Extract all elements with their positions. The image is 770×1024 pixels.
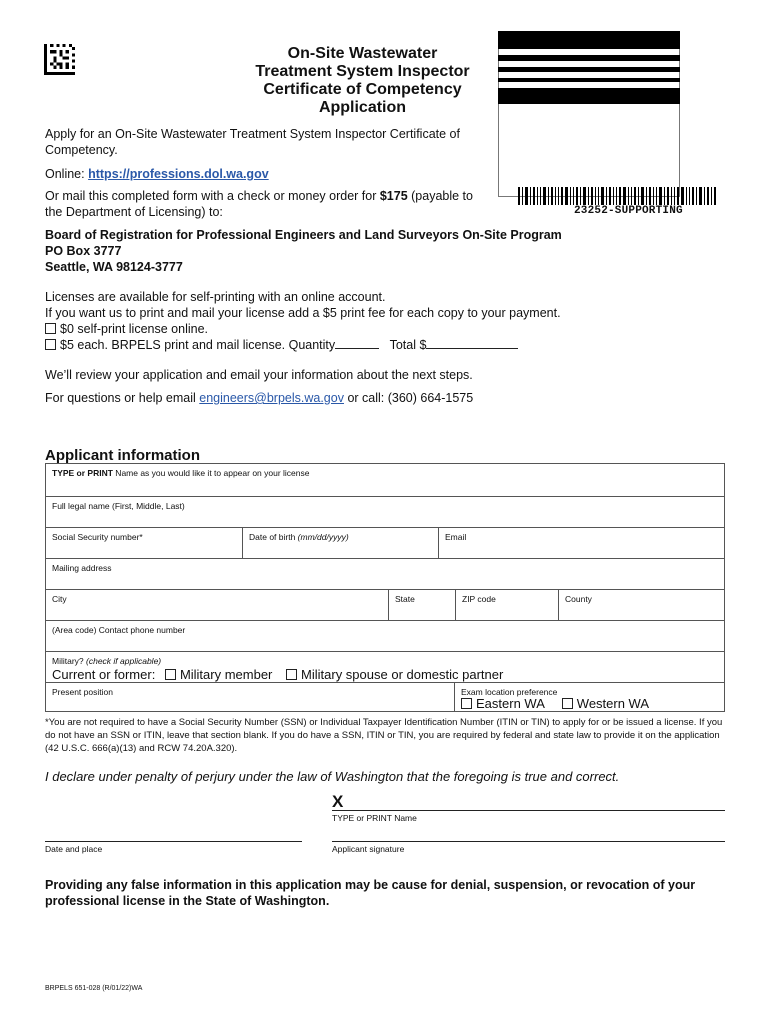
questions-after: or call: (360) 664-1575 [343, 391, 474, 405]
state-label: State [395, 594, 415, 604]
position-exam-row [46, 682, 724, 711]
online-label: Online: [45, 167, 89, 181]
online-link[interactable]: https://professions.dol.wa.gov [88, 167, 269, 181]
dob-format: (mm/dd/yyyy) [297, 532, 349, 542]
office-use-box [498, 31, 680, 197]
ssn-label: Social Security number* [52, 532, 143, 542]
western-wa-checkbox[interactable] [562, 698, 573, 709]
form-title [200, 45, 525, 117]
license-options [45, 289, 645, 353]
stamp-bar [498, 67, 680, 72]
date-place-label: Date and place [45, 844, 103, 854]
mail-print-checkbox[interactable] [45, 339, 56, 350]
present-position-label: Present position [52, 687, 113, 697]
qr-code-icon [44, 44, 75, 75]
email-link[interactable]: engineers@brpels.wa.gov [199, 391, 344, 405]
military-text: Military? [52, 656, 87, 666]
city-state-zip-row [46, 589, 724, 620]
signature-x-mark: X [332, 792, 344, 811]
self-print-checkbox[interactable] [45, 323, 56, 334]
military-hint: (check if applicable) [86, 656, 162, 666]
mailing-label: Mailing address [52, 563, 112, 573]
address-line-3: Seattle, WA 98124-3777 [45, 260, 183, 274]
mail-text [45, 188, 485, 220]
applicant-signature-line[interactable] [332, 841, 725, 842]
dob-text: Date of birth [249, 532, 298, 542]
mail-print-option [45, 337, 645, 353]
quantity-field[interactable] [335, 337, 379, 349]
type-print-bold: TYPE or PRINT [52, 468, 113, 478]
military-row [46, 651, 724, 682]
title-line-4: Application [318, 99, 407, 116]
stamp-bar [498, 78, 680, 82]
ssn-footnote: *You are not required to have a Social Security Number (SSN) or Individual Taxpayer Identification Number (ITIN or TIN) to apply for or be issued a license. If you do not have an SSN or ITIN, leave that section blank. If you do have a SSN, ITIN or TIN, you are required by federal and state law to provide it on the application (42 U.S.C. 666(a)(13) and RCW 74.20A.320). [45, 717, 723, 754]
phone-label: (Area code) Contact phone number [52, 625, 186, 635]
title-line-3: Certificate of Competency [263, 81, 462, 98]
fee-amount: $175 [379, 189, 408, 203]
license-line-2: If you want us to print and mail your license add a $5 print fee for each copy to your payment. [45, 306, 561, 320]
online-line [45, 166, 269, 182]
type-print-name-field[interactable] [46, 464, 724, 496]
false-information-warning: Providing any false information in this application may be cause for denial, suspension, or revocation of your professional license in the State of Washington. [45, 878, 696, 908]
total-label: Total $ [389, 338, 427, 352]
mail-text-before: Or mail this completed form with a check or money order for [45, 189, 380, 203]
military-spouse-checkbox[interactable] [286, 669, 297, 680]
questions-line [45, 390, 473, 406]
dob-label [249, 532, 349, 542]
title-line-2: Treatment System Inspector [255, 63, 470, 80]
address-line-1: Board of Registration for Professional Engineers and Land Surveyors On-Site Program [45, 228, 562, 242]
form-id: BRPELS 651-028 (R/01/22)WA [45, 985, 143, 992]
military-options [52, 667, 503, 682]
military-spouse-label: Military spouse or domestic partner [301, 667, 504, 682]
exam-location-label: Exam location preference [461, 687, 558, 697]
phone-field[interactable] [46, 620, 724, 651]
self-print-option [45, 321, 645, 337]
stamp-bar [498, 31, 680, 49]
title-line-1: On-Site Wastewater [287, 45, 438, 62]
city-label: City [52, 594, 67, 604]
applicant-info-grid [45, 463, 725, 712]
exam-location-field [454, 683, 724, 711]
declaration-text: I declare under penalty of perjury under the law of Washington that the foregoing is true and correct. [45, 769, 620, 784]
date-place-line[interactable] [45, 841, 302, 842]
ssn-field[interactable] [46, 528, 242, 558]
exam-location-options [461, 696, 649, 711]
mail-text-after: (payable to the Department of Licensing) to: [45, 189, 473, 219]
section-title: Applicant information [45, 447, 200, 464]
mailing-address-field[interactable] [46, 558, 724, 589]
email-field[interactable] [438, 528, 724, 558]
city-field[interactable] [46, 590, 388, 620]
full-name-label: Full legal name (First, Middle, Last) [52, 501, 185, 511]
military-member-label: Military member [179, 667, 273, 682]
type-print-name-line[interactable] [332, 810, 725, 811]
type-print-name-label: TYPE or PRINT Name [332, 813, 417, 823]
county-label: County [565, 594, 592, 604]
address-line-2: PO Box 3777 [45, 244, 122, 258]
state-field[interactable] [388, 590, 455, 620]
county-field[interactable] [558, 590, 724, 620]
zip-field[interactable] [455, 590, 558, 620]
apply-text: Apply for an On-Site Wastewater Treatment System Inspector Certificate of Competency. [45, 127, 460, 157]
review-text: We’ll review your application and email your information about the next steps. [45, 368, 473, 382]
applicant-signature-label: Applicant signature [332, 844, 405, 854]
total-field[interactable] [426, 337, 518, 349]
zip-label: ZIP code [462, 594, 496, 604]
barcode-icon [518, 187, 718, 205]
eastern-wa-checkbox[interactable] [461, 698, 472, 709]
questions-before: For questions or help email [45, 391, 200, 405]
present-position-field[interactable] [46, 683, 454, 711]
stamp-bar [498, 55, 680, 61]
military-label [52, 656, 161, 666]
eastern-wa-label: Eastern WA [476, 696, 545, 711]
self-print-label: $0 self-print license online. [60, 322, 208, 336]
western-wa-label: Western WA [576, 696, 650, 711]
military-member-checkbox[interactable] [165, 669, 176, 680]
ssn-dob-email-row [46, 527, 724, 558]
full-name-field[interactable] [46, 496, 724, 527]
dob-field[interactable] [242, 528, 438, 558]
email-label: Email [445, 532, 467, 542]
mailing-address [45, 227, 562, 275]
mail-print-label: $5 each. BRPELS print and mail license. Quantity [60, 338, 336, 352]
type-print-label [52, 468, 310, 478]
barcode-label: 23252-SUPPORTING [574, 205, 683, 217]
stamp-bar [498, 88, 680, 104]
type-print-rest: Name as you would like it to appear on your license [112, 468, 310, 478]
license-line-1: Licenses are available for self-printing with an online account. [45, 290, 386, 304]
current-former-label: Current or former: [52, 667, 156, 682]
